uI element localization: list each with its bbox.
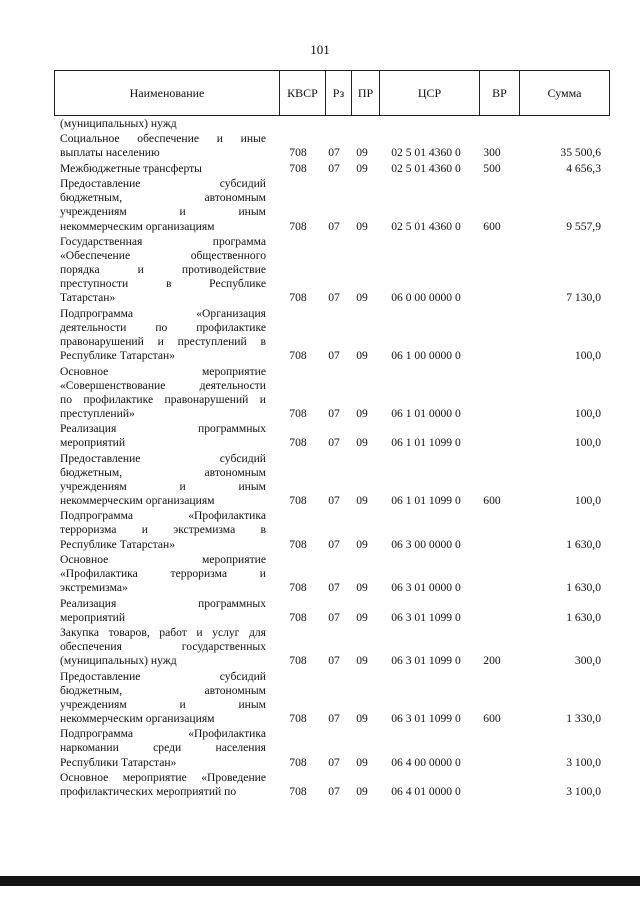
row-sum: 1 630,0 — [566, 537, 601, 551]
row-sum: 9 557,9 — [566, 219, 601, 233]
row-kvsr: 708 — [289, 785, 307, 799]
table-row — [0, 509, 640, 551]
row-sum: 1 330,0 — [566, 711, 601, 725]
row-name — [60, 422, 266, 450]
row-name-line: Предоставление субсидий — [60, 451, 266, 465]
table-row — [0, 132, 640, 160]
row-csr: 06 3 01 1099 0 — [391, 711, 461, 725]
row-vr: 200 — [483, 654, 501, 668]
row-pr: 09 — [356, 291, 368, 305]
row-name-line: Татарстан» — [60, 291, 116, 305]
row-kvsr: 708 — [289, 349, 307, 363]
row-name-line: Республике Татарстан» — [60, 537, 176, 551]
row-rz: 07 — [328, 711, 340, 725]
row-sum: 7 130,0 — [566, 291, 601, 305]
row-pr: 09 — [356, 537, 368, 551]
row-kvsr: 708 — [289, 161, 307, 175]
scan-edge — [0, 876, 640, 886]
row-kvsr: 708 — [289, 493, 307, 507]
row-csr: 06 3 01 0000 0 — [391, 581, 461, 595]
row-rz: 07 — [328, 406, 340, 420]
row-name — [60, 670, 266, 726]
row-rz: 07 — [328, 785, 340, 799]
row-kvsr: 708 — [289, 291, 307, 305]
row-name — [60, 727, 266, 769]
row-name-line: Социальное обеспечение и иные — [60, 132, 266, 146]
row-csr: 06 0 00 0000 0 — [391, 291, 461, 305]
row-name-line: по профилактике правонарушений и — [60, 392, 266, 406]
row-name — [60, 509, 266, 551]
row-pr: 09 — [356, 610, 368, 624]
row-name-line: Подпрограмма «Профилактика — [60, 727, 266, 741]
header-vr: ВР — [479, 71, 519, 115]
row-kvsr: 708 — [289, 219, 307, 233]
row-sum: 4 656,3 — [566, 161, 601, 175]
row-pr: 09 — [356, 581, 368, 595]
row-vr: 300 — [483, 146, 501, 160]
row-sum: 3 100,0 — [566, 755, 601, 769]
row-kvsr: 708 — [289, 711, 307, 725]
row-pr: 09 — [356, 654, 368, 668]
row-name-line: профилактических мероприятий по — [60, 785, 237, 799]
row-sum: 1 630,0 — [566, 581, 601, 595]
row-rz: 07 — [328, 537, 340, 551]
row-name-line: Межбюджетные трансферты — [60, 161, 202, 175]
row-kvsr: 708 — [289, 537, 307, 551]
table-row — [0, 771, 640, 799]
row-name-line: «Обеспечение общественного — [60, 249, 266, 263]
row-sum: 300,0 — [574, 654, 601, 668]
row-rz: 07 — [328, 755, 340, 769]
row-name-line: учреждениям и иным — [60, 479, 266, 493]
row-name-line: бюджетным, автономным — [60, 683, 266, 697]
row-name-line: мероприятий — [60, 610, 126, 624]
table-row — [0, 117, 640, 131]
row-name — [60, 235, 266, 305]
row-rz: 07 — [328, 581, 340, 595]
row-name-line: мероприятий — [60, 436, 126, 450]
table-row — [0, 235, 640, 306]
row-csr: 06 1 01 0000 0 — [391, 406, 461, 420]
row-name-line: преступлений» — [60, 406, 135, 420]
row-name — [60, 771, 266, 799]
row-sum: 100,0 — [574, 349, 601, 363]
row-name — [60, 365, 266, 421]
row-name-line: некоммерческим организациям — [60, 711, 215, 725]
row-name — [60, 162, 266, 176]
page-number: 101 — [310, 42, 330, 57]
row-vr: 500 — [483, 161, 501, 175]
row-sum: 100,0 — [574, 406, 601, 420]
row-csr: 02 5 01 4360 0 — [391, 219, 461, 233]
table-row — [0, 422, 640, 450]
table-row — [0, 177, 640, 233]
row-name-line: учреждениям и иным — [60, 205, 266, 219]
row-name — [60, 132, 266, 160]
row-name-line: экстремизма» — [60, 581, 128, 595]
row-csr: 06 3 00 0000 0 — [391, 537, 461, 551]
row-csr: 06 1 01 1099 0 — [391, 436, 461, 450]
row-vr: 600 — [483, 493, 501, 507]
row-csr: 06 1 00 0000 0 — [391, 349, 461, 363]
row-kvsr: 708 — [289, 755, 307, 769]
row-name — [60, 177, 266, 233]
row-name-line: некоммерческим организациям — [60, 493, 215, 507]
row-name-line: порядка и противодействие — [60, 263, 266, 277]
row-name-line: Подпрограмма «Профилактика — [60, 509, 266, 523]
row-pr: 09 — [356, 406, 368, 420]
row-name-line: преступности в Республике — [60, 277, 266, 291]
row-name — [60, 626, 266, 668]
row-kvsr: 708 — [289, 654, 307, 668]
row-kvsr: 708 — [289, 610, 307, 624]
row-sum: 1 630,0 — [566, 610, 601, 624]
row-sum: 100,0 — [574, 493, 601, 507]
row-rz: 07 — [328, 291, 340, 305]
row-vr: 600 — [483, 711, 501, 725]
row-kvsr: 708 — [289, 406, 307, 420]
row-name-line: Республике Татарстан» — [60, 349, 176, 363]
row-name-line: «Профилактика терроризма и — [60, 567, 266, 581]
row-pr: 09 — [356, 785, 368, 799]
table-row — [0, 727, 640, 769]
row-kvsr: 708 — [289, 581, 307, 595]
row-name-line: Закупка товаров, работ и услуг для — [60, 626, 266, 640]
row-name-line: «Совершенствование деятельности — [60, 378, 266, 392]
row-name — [60, 117, 266, 131]
table-row — [0, 307, 640, 363]
row-sum: 3 100,0 — [566, 785, 601, 799]
table-row — [0, 452, 640, 508]
row-csr: 06 4 01 0000 0 — [391, 785, 461, 799]
row-pr: 09 — [356, 436, 368, 450]
row-name-line: Основное мероприятие — [60, 553, 266, 566]
table-row — [0, 597, 640, 625]
row-rz: 07 — [328, 161, 340, 175]
row-csr: 02 5 01 4360 0 — [391, 161, 461, 175]
table-row — [0, 553, 640, 595]
header-csr: ЦСР — [379, 71, 479, 115]
row-csr: 06 1 01 1099 0 — [391, 493, 461, 507]
table-row — [0, 162, 640, 176]
row-rz: 07 — [328, 349, 340, 363]
row-sum: 35 500,6 — [560, 146, 601, 160]
row-rz: 07 — [328, 654, 340, 668]
row-name-line: деятельности по профилактике — [60, 320, 266, 334]
table-row — [0, 670, 640, 726]
header-name: Наименование — [129, 86, 205, 100]
row-pr: 09 — [356, 219, 368, 233]
header-pr: ПР — [351, 71, 379, 115]
row-name-line: Основное мероприятие — [60, 364, 266, 378]
row-pr: 09 — [356, 711, 368, 725]
row-name-line: выплаты населению — [60, 146, 160, 160]
row-name — [60, 597, 266, 625]
row-pr: 09 — [356, 493, 368, 507]
header-rz: Рз — [325, 71, 351, 115]
row-name-line: учреждениям и иным — [60, 697, 266, 711]
row-name — [60, 553, 266, 595]
row-name-line: наркомании среди населения — [60, 741, 266, 755]
table-row — [0, 626, 640, 668]
row-name-line: Основное мероприятие «Проведение — [60, 771, 266, 784]
row-pr: 09 — [356, 349, 368, 363]
row-name-line: Предоставление субсидий — [60, 669, 266, 683]
row-csr: 06 4 00 0000 0 — [391, 755, 461, 769]
row-vr: 600 — [483, 219, 501, 233]
table-header — [54, 70, 610, 116]
row-rz: 07 — [328, 219, 340, 233]
row-pr: 09 — [356, 755, 368, 769]
row-name-line: Подпрограмма «Организация — [60, 306, 266, 320]
row-name-line: Предоставление субсидий — [60, 177, 266, 191]
row-name-line: (муниципальных) нужд — [60, 117, 177, 130]
row-pr: 09 — [356, 146, 368, 160]
row-name-line: некоммерческим организациям — [60, 219, 215, 233]
row-rz: 07 — [328, 610, 340, 624]
row-name-line: Государственная программа — [60, 235, 266, 248]
row-sum: 100,0 — [574, 436, 601, 450]
row-pr: 09 — [356, 161, 368, 175]
row-name-line: Реализация программных — [60, 596, 266, 610]
row-kvsr: 708 — [289, 146, 307, 160]
header-kvsr: КВСР — [279, 71, 325, 115]
header-sum: Сумма — [519, 71, 609, 115]
row-csr: 06 3 01 1099 0 — [391, 610, 461, 624]
row-kvsr: 708 — [289, 436, 307, 450]
row-csr: 06 3 01 1099 0 — [391, 654, 461, 668]
row-rz: 07 — [328, 493, 340, 507]
table-row — [0, 365, 640, 421]
row-name — [60, 452, 266, 508]
row-csr: 02 5 01 4360 0 — [391, 146, 461, 160]
row-name-line: бюджетным, автономным — [60, 191, 266, 205]
row-name-line: Реализация программных — [60, 422, 266, 436]
row-name-line: бюджетным, автономным — [60, 465, 266, 479]
row-rz: 07 — [328, 146, 340, 160]
row-name-line: (муниципальных) нужд — [60, 654, 177, 668]
row-name-line: правонарушений и преступлений в — [60, 334, 266, 348]
row-name-line: обеспечения государственных — [60, 640, 266, 654]
row-name — [60, 307, 266, 363]
row-name-line: Республики Татарстан» — [60, 755, 177, 769]
row-rz: 07 — [328, 436, 340, 450]
row-name-line: терроризма и экстремизма в — [60, 523, 266, 537]
